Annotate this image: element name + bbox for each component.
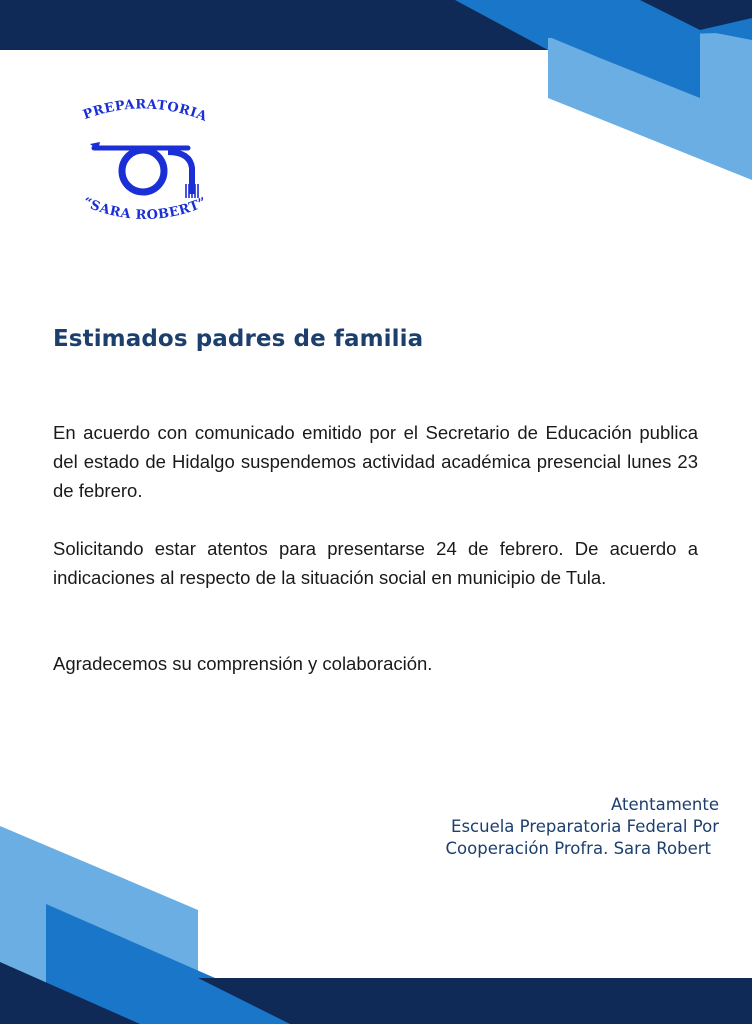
signature-line-2: Cooperación Profra. Sara Robert <box>445 839 711 858</box>
svg-text:“SARA ROBERT” <box>81 195 210 223</box>
closing-line: Atentamente <box>611 795 719 814</box>
school-logo <box>70 92 220 242</box>
signature-line-1: Escuela Preparatoria Federal Por <box>451 817 719 836</box>
svg-text:PREPARATORIA <box>81 97 209 125</box>
school-emblem-icon <box>70 92 220 242</box>
paragraph-suspension-notice: En acuerdo con comunicado emitido por el Secretario de Educación publica del estado de Hidalgo suspendemos actividad académica presencial lunes 23 de febrero. <box>53 422 698 501</box>
signature-block <box>446 794 719 860</box>
letter-heading: Estimados padres de familia <box>53 326 424 352</box>
logo-bottom-text: “SARA ROBERT” <box>80 194 210 224</box>
paragraph-return-notice: Solicitando estar atentos para presentarse 24 de febrero. De acuerdo a indicaciones al respecto de la situación social en municipio de Tula. <box>53 538 698 588</box>
logo-top-text: PREPARATORIA <box>81 97 210 125</box>
paragraph-thanks: Agradecemos su comprensión y colaboración. <box>53 653 433 674</box>
bottom-navy-band <box>198 978 752 1024</box>
